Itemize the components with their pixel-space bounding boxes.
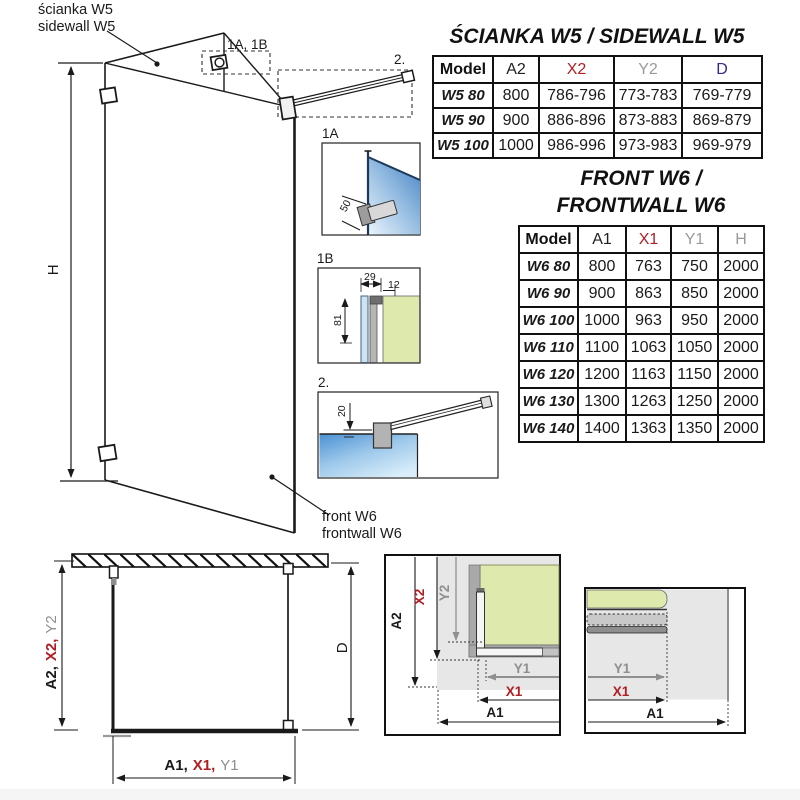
table-row [519, 280, 764, 307]
value-cell: 850 [671, 280, 718, 307]
value-cell: 869-879 [682, 108, 762, 133]
sidewall-label-line1: ścianka W5 [38, 2, 113, 18]
front-x1-label: X1 [612, 684, 630, 699]
plan-bottom-y1: Y1 [220, 757, 239, 774]
value-cell: 2000 [718, 388, 764, 415]
value-cell: 773-783 [614, 83, 682, 108]
value-cell: 973-983 [614, 133, 682, 158]
table-row [433, 108, 762, 133]
frontwall-label-line2: frontwall W6 [322, 526, 402, 543]
value-cell: 1000 [493, 133, 539, 158]
column-header: A1 [578, 226, 626, 253]
value-cell: 986-996 [539, 133, 614, 158]
value-cell: 786-796 [539, 83, 614, 108]
spec-table [432, 55, 763, 159]
model-cell: W6 130 [519, 388, 578, 415]
plan-bottom-dim-label [124, 757, 284, 775]
value-cell: 763 [626, 253, 671, 280]
model-cell: W6 110 [519, 334, 578, 361]
detail-2-dim-20: 20 [335, 405, 348, 418]
dimension-h [58, 63, 118, 481]
sidewall-label-line2: sidewall W5 [38, 19, 116, 36]
table-row [519, 334, 764, 361]
plan-left-a2: A2, [43, 666, 61, 690]
value-cell: 863 [626, 280, 671, 307]
footer-band [0, 789, 800, 800]
corner-a2-label: A2 [389, 612, 405, 630]
column-header: H [718, 226, 764, 253]
plan-bottom-x1: X1, [192, 757, 216, 774]
table-row [433, 133, 762, 158]
value-cell: 2000 [718, 334, 764, 361]
value-cell: 873-883 [614, 108, 682, 133]
detail-2-ref: 2. [318, 375, 330, 390]
w5-spec-table [432, 55, 763, 159]
wall-profile-brackets [99, 87, 117, 461]
bar-ref-label: 2. [394, 52, 406, 67]
corner-y1-label: Y1 [513, 661, 531, 676]
column-header: Y2 [614, 56, 682, 83]
value-cell: 800 [493, 83, 539, 108]
table-row [519, 415, 764, 442]
detail-1b-ref: 1B [317, 251, 334, 266]
height-dim-label: H [45, 264, 63, 276]
value-cell: 2000 [718, 253, 764, 280]
detail-callout-box-1ab [202, 51, 270, 74]
detail-1a-ref: 1A [322, 126, 339, 141]
value-cell: 969-979 [682, 133, 762, 158]
w6-title-line1: FRONT W6 / [580, 167, 702, 190]
spec-table [518, 225, 765, 443]
detail-1a-dim-50: 50 [337, 198, 354, 215]
table-row [519, 361, 764, 388]
frontwall-label-line1: front W6 [322, 509, 377, 525]
value-cell: 1200 [578, 361, 626, 388]
model-cell: W5 90 [433, 108, 493, 133]
value-cell: 2000 [718, 415, 764, 442]
column-header: X1 [626, 226, 671, 253]
value-cell: 1100 [578, 334, 626, 361]
table-row [519, 253, 764, 280]
value-cell: 2000 [718, 361, 764, 388]
table-row [433, 83, 762, 108]
column-header: Model [519, 226, 578, 253]
value-cell: 1150 [671, 361, 718, 388]
plan-view [54, 554, 359, 784]
value-cell: 886-896 [539, 108, 614, 133]
value-cell: 1050 [671, 334, 718, 361]
plan-left-y2: Y2 [43, 615, 61, 634]
model-cell: W5 100 [433, 133, 493, 158]
value-cell: 769-779 [682, 83, 762, 108]
column-header: A2 [493, 56, 539, 83]
front-leader-line [269, 474, 329, 515]
corner-a1-label: A1 [486, 705, 504, 720]
value-cell: 900 [493, 108, 539, 133]
value-cell: 1063 [626, 334, 671, 361]
value-cell: 2000 [718, 280, 764, 307]
table-row [519, 388, 764, 415]
value-cell: 1363 [626, 415, 671, 442]
value-cell: 1250 [671, 388, 718, 415]
header-row [519, 226, 764, 253]
column-header: X2 [539, 56, 614, 83]
detail-callout-box-2 [278, 70, 414, 119]
glass-panel-outline [105, 33, 295, 533]
sidewall-label [38, 2, 115, 36]
w6-table-title [518, 165, 764, 219]
value-cell: 800 [578, 253, 626, 280]
corner-y2-label: Y2 [437, 584, 453, 602]
value-cell: 1263 [626, 388, 671, 415]
value-cell: 1400 [578, 415, 626, 442]
value-cell: 1000 [578, 307, 626, 334]
value-cell: 900 [578, 280, 626, 307]
value-cell: 2000 [718, 307, 764, 334]
front-a1-label: A1 [646, 706, 664, 721]
value-cell: 750 [671, 253, 718, 280]
corner-x1-label: X1 [505, 684, 523, 699]
plan-left-x2: X2, [43, 638, 61, 662]
plan-left-dim-label [43, 586, 61, 714]
model-cell: W6 120 [519, 361, 578, 388]
detail-1b-dim-81: 81 [331, 314, 344, 327]
value-cell: 950 [671, 307, 718, 334]
value-cell: 1350 [671, 415, 718, 442]
detail-1a-view [322, 143, 420, 235]
value-cell: 1300 [578, 388, 626, 415]
model-cell: W6 100 [519, 307, 578, 334]
table-row [519, 307, 764, 334]
w6-title-line2: FRONTWALL W6 [556, 194, 726, 217]
value-cell: 1163 [626, 361, 671, 388]
detail-1b-dim-12: 12 [388, 279, 400, 291]
w5-table-title: ŚCIANKA W5 / SIDEWALL W5 [449, 25, 745, 48]
w6-spec-table [518, 225, 765, 443]
column-header: Model [433, 56, 493, 83]
model-cell: W6 140 [519, 415, 578, 442]
detail-ref-1ab-label: 1A, 1B [227, 37, 268, 52]
model-cell: W6 90 [519, 280, 578, 307]
value-cell: 963 [626, 307, 671, 334]
detail-1b-dim-29: 29 [364, 271, 376, 283]
model-cell: W5 80 [433, 83, 493, 108]
plan-right-dim-label: D [334, 642, 352, 654]
corner-x2-label: X2 [412, 588, 428, 606]
plan-bottom-a1: A1, [164, 757, 188, 774]
header-row [433, 56, 762, 83]
column-header: D [682, 56, 762, 83]
model-cell: W6 80 [519, 253, 578, 280]
column-header: Y1 [671, 226, 718, 253]
front-y1-label: Y1 [613, 661, 631, 676]
frontwall-label [322, 509, 402, 543]
